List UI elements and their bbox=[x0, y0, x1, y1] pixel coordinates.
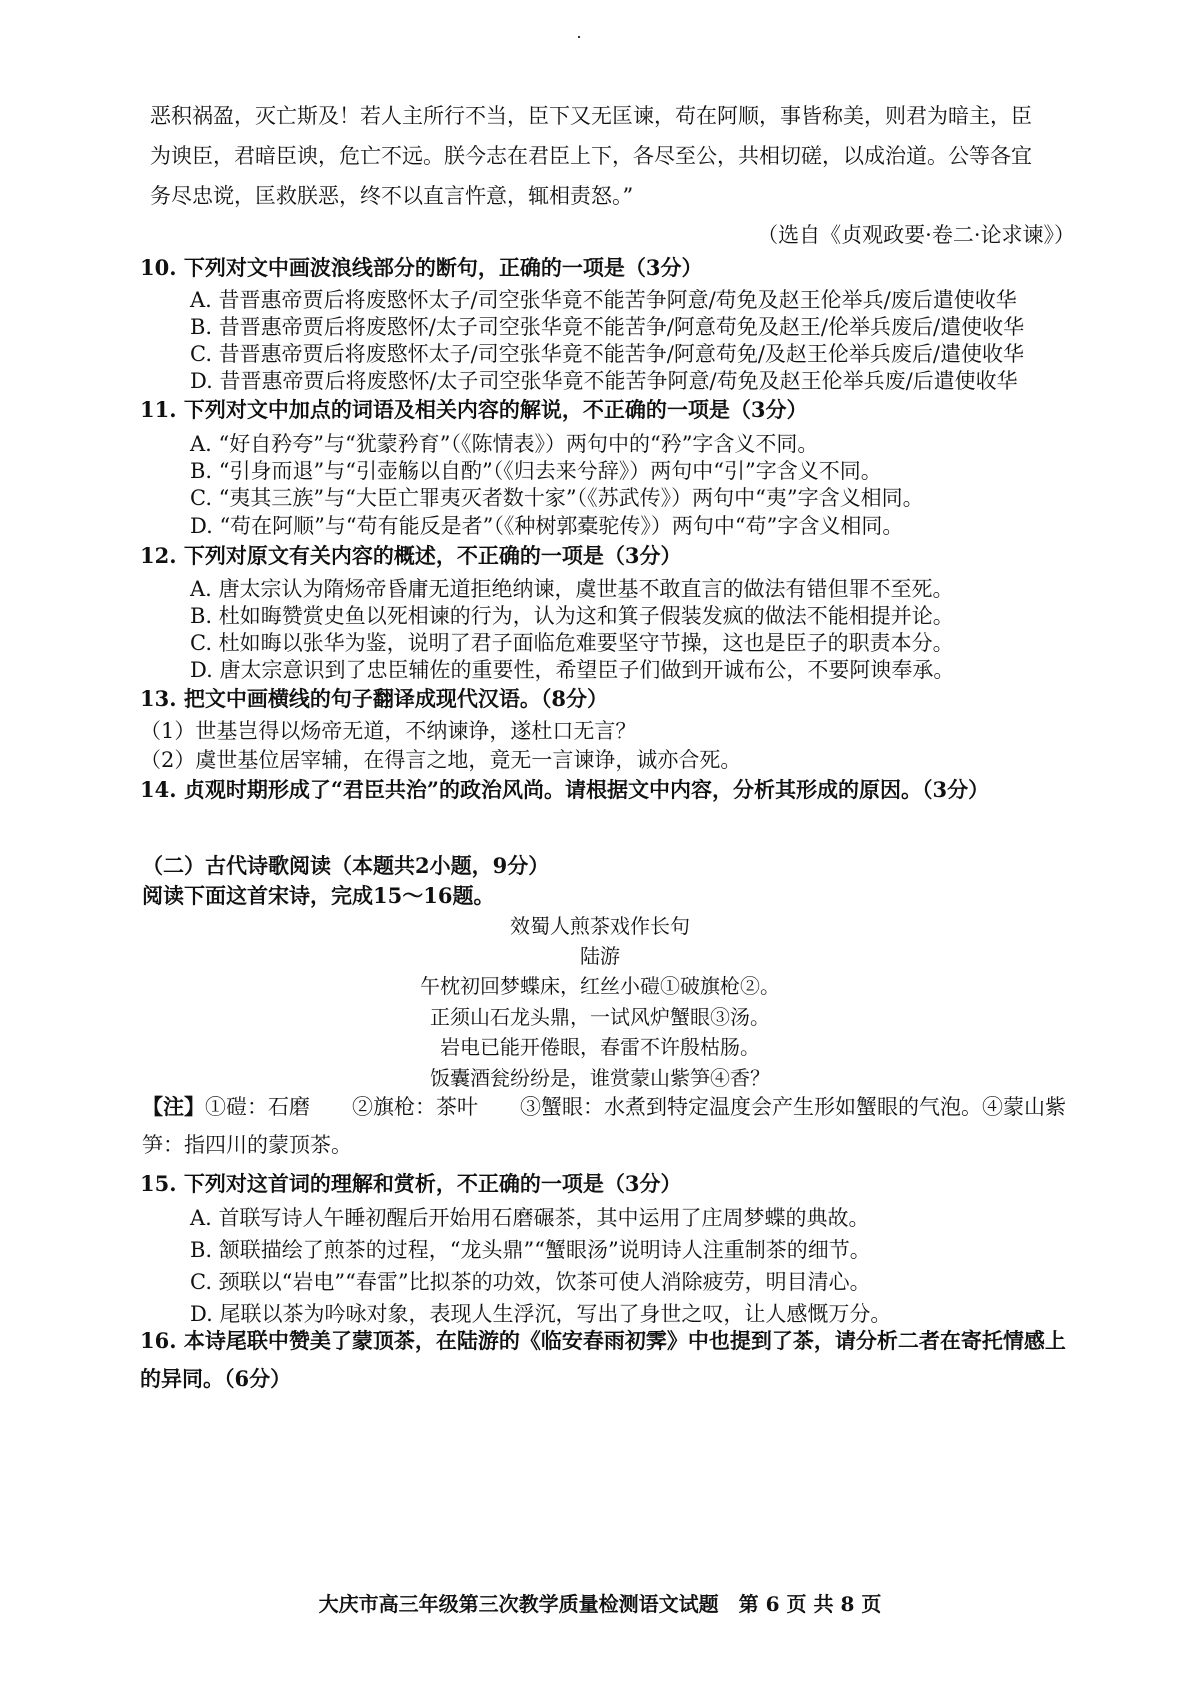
q12-option-b: B. 杜如晦赞赏史鱼以死相谏的行为，认为这和箕子假装发疯的做法不能相提并论。 bbox=[190, 604, 954, 628]
passage-line-2: 为谀臣，君暗臣谀，危亡不远。朕今志在君臣上下，各尽至公，共相切磋，以成治道。公等各宜 bbox=[150, 144, 1032, 168]
notes-label: 【注】 bbox=[142, 1094, 205, 1119]
q10-option-d: D. 昔晋惠帝贾后将废愍怀/太子司空张华竟不能苦争阿意/苟免及赵王伦举兵废/后遣使收华 bbox=[190, 369, 1018, 393]
scan-dot bbox=[578, 36, 580, 38]
q11-option-b: B. “引身而退”与“引壶觞以自酌”（《归去来兮辞》）两句中“引”字含义不同。 bbox=[190, 459, 882, 483]
section2-title: （二）古代诗歌阅读（本题共2小题，9分） bbox=[142, 853, 550, 878]
q12-option-c: C. 杜如晦以张华为鉴，说明了君子面临危难要坚守节操，这也是臣子的职责本分。 bbox=[190, 631, 954, 655]
q14-stem: 14. 贞观时期形成了“君臣共治”的政治风尚。请根据文中内容，分析其形成的原因。（3分） bbox=[140, 777, 990, 802]
q11-stem: 11. 下列对文中加点的词语及相关内容的解说，不正确的一项是（3分） bbox=[140, 397, 808, 422]
q10-option-c: C. 昔晋惠帝贾后将废愍怀太子/司空张华竟不能苦争/阿意苟免/及赵王伦举兵废后/遣使收华 bbox=[190, 342, 1024, 366]
q16-stem: 16. 本诗尾联中赞美了蒙顶茶，在陆游的《临安春雨初霁》中也提到了茶，请分析二者在寄托情感上的异同。（6分） bbox=[140, 1328, 1066, 1391]
q13-stem: 13. 把文中画横线的句子翻译成现代汉语。（8分） bbox=[140, 686, 608, 711]
q12-option-a: A. 唐太宗认为隋炀帝昏庸无道拒绝纳谏，虞世基不敢直言的做法有错但罪不至死。 bbox=[190, 577, 954, 601]
q15-option-c: C. 颈联以“岩电”“春雷”比拟茶的功效，饮茶可使人消除疲劳，明目清心。 bbox=[190, 1270, 871, 1294]
q10-option-a: A. 昔晋惠帝贾后将废愍怀太子/司空张华竟不能苦争阿意/苟免及赵王伦举兵/废后遣使收华 bbox=[190, 288, 1017, 312]
q12-stem: 12. 下列对原文有关内容的概述，不正确的一项是（3分） bbox=[140, 543, 682, 568]
q11-option-d: D. “苟在阿顺”与“苟有能反是者”（《种树郭橐驼传》）两句中“苟”字含义相同。 bbox=[190, 514, 904, 538]
passage-line-1: 恶积祸盈，灭亡斯及！若人主所行不当，臣下又无匡谏，苟在阿顺，事皆称美，则君为暗主，臣 bbox=[150, 104, 1032, 128]
poem-line-1: 午枕初回梦蝶床，红丝小磑①破旗枪②。 bbox=[420, 974, 780, 998]
q10-option-b: B. 昔晋惠帝贾后将废愍怀/太子司空张华竟不能苦争/阿意苟免及赵王/伦举兵废后/遣使收华 bbox=[190, 315, 1025, 339]
poem-author: 陆游 bbox=[580, 944, 620, 968]
poem-notes bbox=[142, 1088, 1072, 1164]
q15-option-b: B. 颔联描绘了煎茶的过程，“龙头鼎”“蟹眼汤”说明诗人注重制茶的细节。 bbox=[190, 1238, 871, 1262]
notes-text: ①磑：石磨 ②旗枪：茶叶 ③蟹眼：水煮到特定温度会产生形如蟹眼的气泡。④蒙山紫笋：指四川的蒙顶茶。 bbox=[142, 1095, 1066, 1157]
poem-line-2: 正须山石龙头鼎，一试风炉蟹眼③汤。 bbox=[430, 1005, 770, 1029]
q12-option-d: D. 唐太宗意识到了忠臣辅佐的重要性，希望臣子们做到开诚布公，不要阿谀奉承。 bbox=[190, 658, 955, 682]
q10-stem: 10. 下列对文中画波浪线部分的断句，正确的一项是（3分） bbox=[140, 255, 703, 280]
passage-source: （选自《贞观政要·卷二·论求谏》） bbox=[757, 223, 1075, 247]
q11-option-c: C. “夷其三族”与“大臣亡罪夷灭者数十家”（《苏武传》）两句中“夷”字含义相同。 bbox=[190, 486, 924, 510]
poem-line-3: 岩电已能开倦眼，春雷不许殷枯肠。 bbox=[440, 1035, 760, 1059]
poem-line-4: 饭囊酒瓮纷纷是，谁赏蒙山紫笋④香？ bbox=[430, 1066, 770, 1090]
passage-line-3: 务尽忠谠，匡救朕恶，终不以直言忤意，辄相责怒。” bbox=[150, 184, 634, 208]
section2-intro: 阅读下面这首宋诗，完成15～16题。 bbox=[142, 883, 495, 908]
q11-option-a: A. “好自矜夸”与“犹蒙矜育”（《陈情表》）两句中的“矜”字含义不同。 bbox=[190, 432, 819, 456]
q15-option-a: A. 首联写诗人午睡初醒后开始用石磨碾茶，其中运用了庄周梦蝶的典故。 bbox=[190, 1206, 870, 1230]
page-footer: 大庆市高三年级第三次教学质量检测语文试题 第 6 页 共 8 页 bbox=[318, 1592, 882, 1616]
q13-item-2: （2）虞世基位居宰辅，在得言之地，竟无一言谏诤，诚亦合死。 bbox=[140, 748, 742, 772]
q13-item-1: （1）世基岂得以炀帝无道，不纳谏诤，遂杜口无言？ bbox=[140, 719, 637, 743]
q15-stem: 15. 下列对这首词的理解和赏析，不正确的一项是（3分） bbox=[140, 1171, 682, 1196]
poem-title: 效蜀人煎茶戏作长句 bbox=[510, 914, 690, 938]
q15-option-d: D. 尾联以茶为吟咏对象，表现人生浮沉，写出了身世之叹，让人感慨万分。 bbox=[190, 1302, 892, 1326]
